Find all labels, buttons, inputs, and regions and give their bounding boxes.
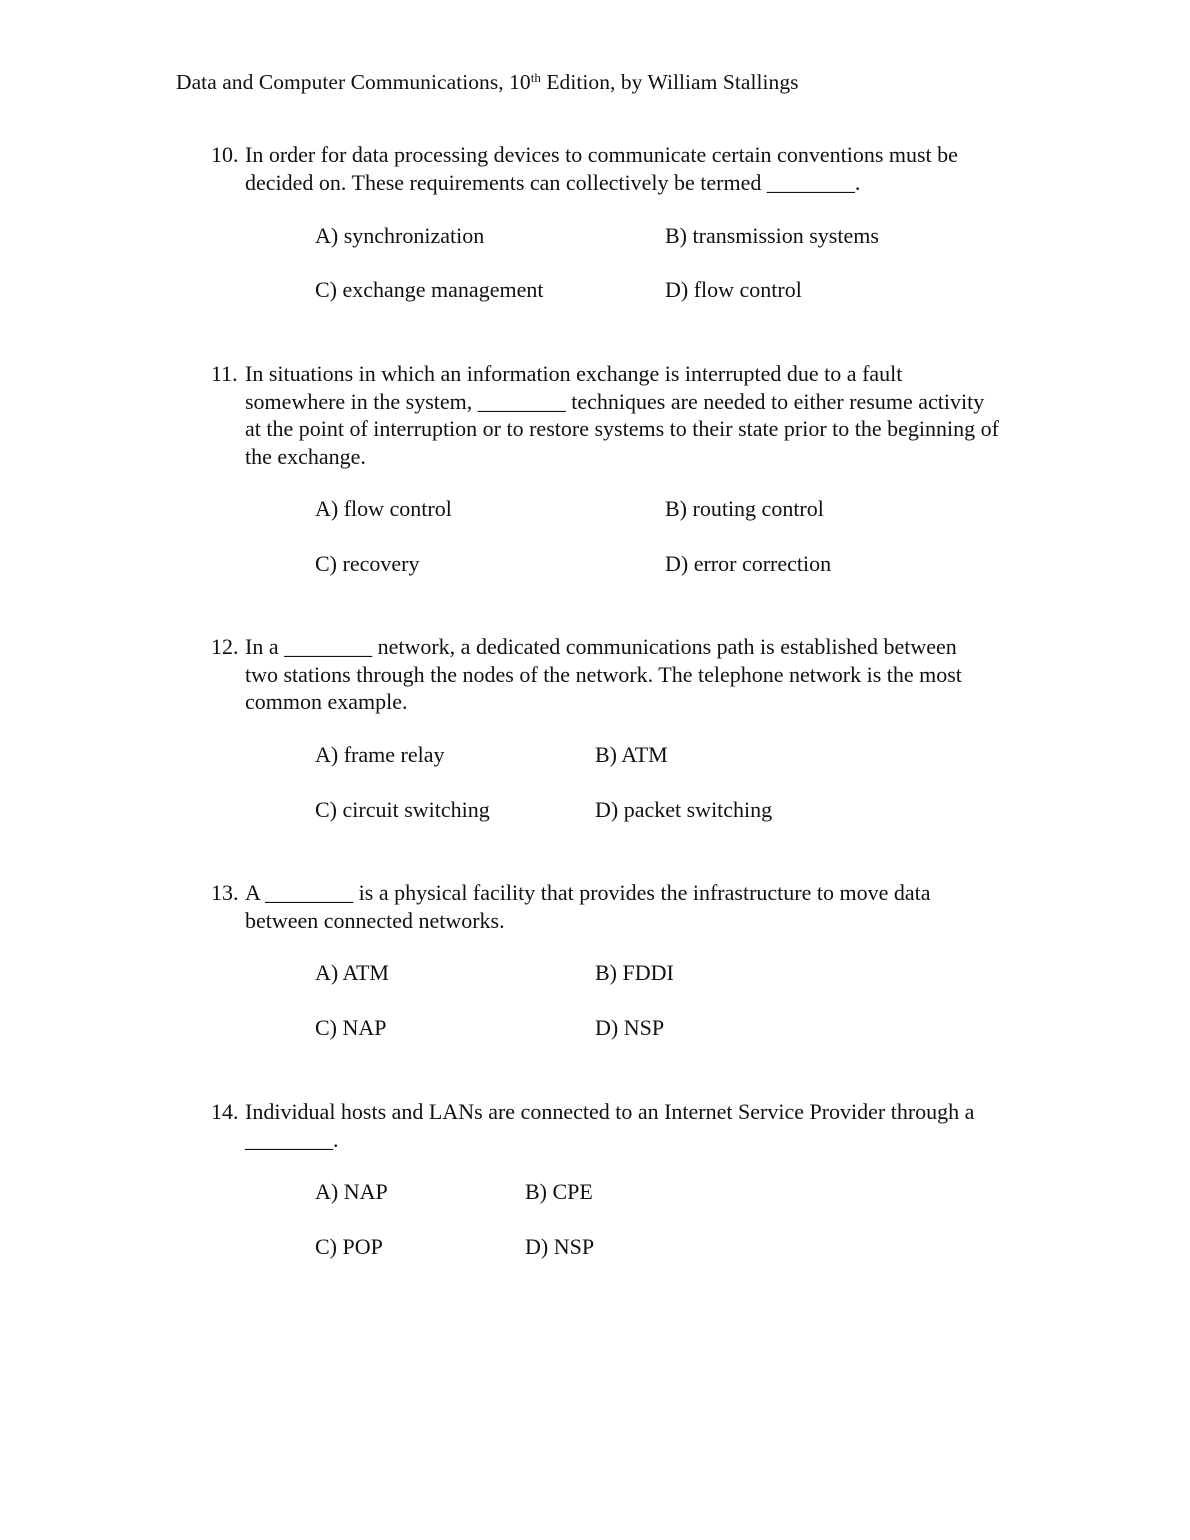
question-stem: In a ________ network, a dedicated communications path is established between two stations through the nodes of the network. The telephone network is the most common example. <box>245 634 962 714</box>
option-c: C) exchange management <box>315 277 544 302</box>
option-c: C) recovery <box>315 551 420 576</box>
option-d: D) error correction <box>665 551 832 576</box>
option-d: D) flow control <box>665 277 802 302</box>
option-a: A) NAP <box>315 1179 388 1204</box>
option-c: C) circuit switching <box>315 797 490 822</box>
question-stem: In situations in which an information exchange is interrupted due to a fault somewhere in the system, ________ techniques are needed to either resume activity at the point of interruption or to restore systems to their state prior to the beginning of the exchange. <box>245 361 999 469</box>
option-b: B) routing control <box>665 496 824 521</box>
question-stem: A ________ is a physical facility that provides the infrastructure to move data between connected networks. <box>245 880 931 933</box>
option-b: B) FDDI <box>595 960 674 985</box>
header-superscript: th <box>530 70 541 85</box>
option-b: B) transmission systems <box>665 223 879 248</box>
question-number: 13. <box>211 880 239 905</box>
option-d: D) NSP <box>525 1234 595 1259</box>
option-b: B) CPE <box>525 1179 593 1204</box>
question-14 <box>211 1098 1011 1153</box>
option-c: C) NAP <box>315 1015 387 1040</box>
question-11 <box>211 360 1011 470</box>
question-number: 10. <box>211 142 239 167</box>
option-a: A) frame relay <box>315 742 445 767</box>
page-header <box>176 70 799 95</box>
option-b: B) ATM <box>595 742 668 767</box>
option-d: D) NSP <box>595 1015 665 1040</box>
header-title: Data and Computer Communications, 10 <box>176 70 531 94</box>
question-10 <box>211 141 1011 196</box>
option-a: A) flow control <box>315 496 452 521</box>
question-number: 12. <box>211 634 239 659</box>
option-c: C) POP <box>315 1234 383 1259</box>
option-d: D) packet switching <box>595 797 773 822</box>
question-stem: Individual hosts and LANs are connected to an Internet Service Provider through a ________. <box>245 1099 975 1152</box>
question-12 <box>211 633 1011 716</box>
option-a: A) synchronization <box>315 223 485 248</box>
question-stem: In order for data processing devices to communicate certain conventions must be decided on. These requirements can collectively be termed ________. <box>245 142 958 195</box>
question-number: 11. <box>211 361 238 386</box>
question-13 <box>211 879 1011 934</box>
question-number: 14. <box>211 1099 239 1124</box>
header-title-suffix: Edition, by William Stallings <box>540 70 799 94</box>
option-a: A) ATM <box>315 960 389 985</box>
